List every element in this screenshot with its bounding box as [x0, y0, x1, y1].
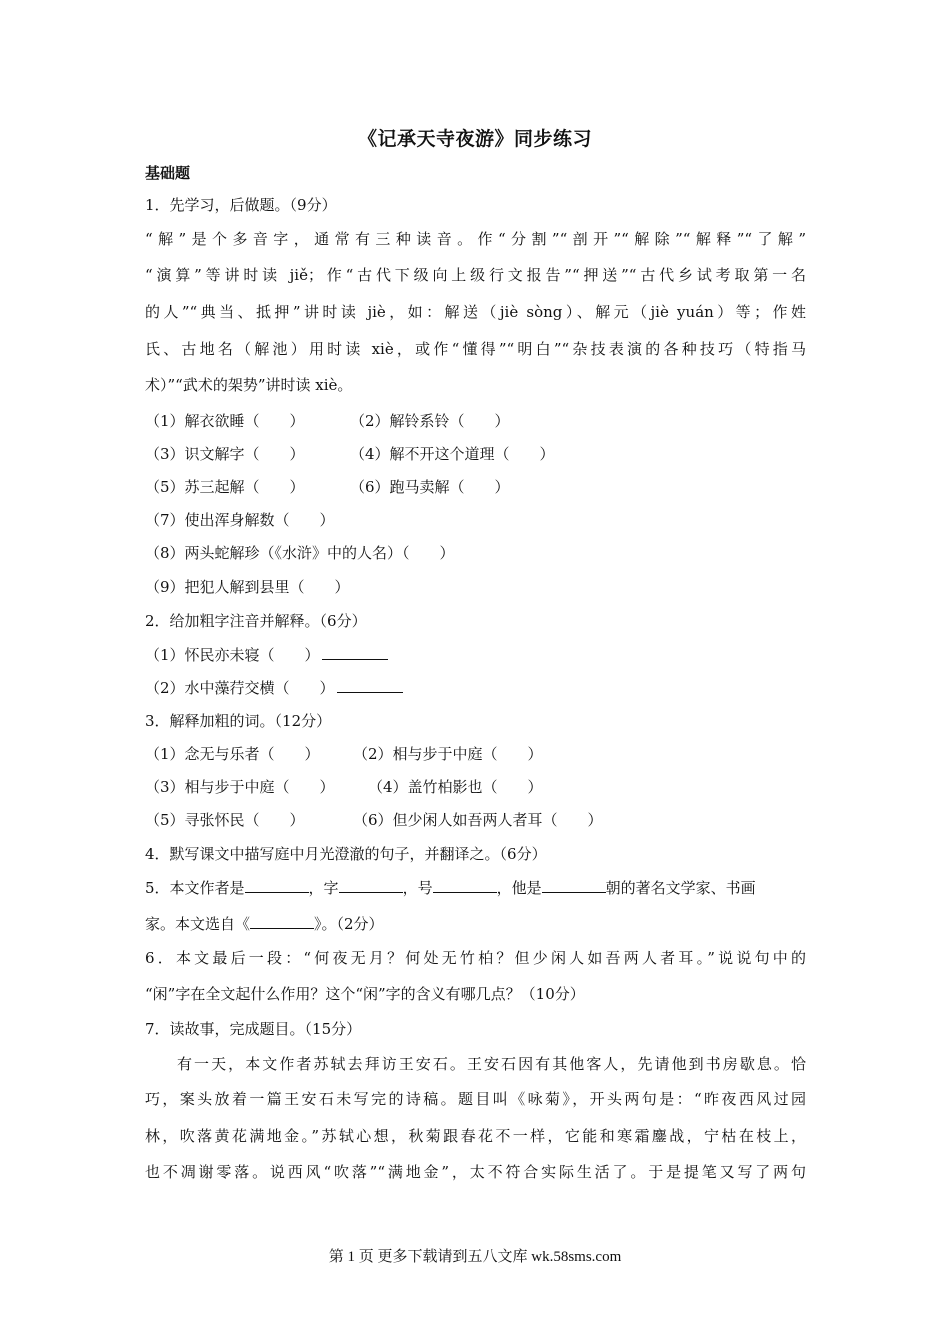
section-heading: 基础题	[145, 164, 191, 182]
q3-item-1: （1）念无与乐者（ ）	[145, 745, 320, 763]
dynasty-blank[interactable]	[542, 878, 606, 893]
q1-passage-line: “解”是个多音字，通常有三种读音。作“分割”“剖开”“解除”“解释”“了解”	[145, 230, 806, 248]
q2-item-1-text: （1）怀民亦未寝（ ）	[145, 646, 320, 664]
q5-text: 朝的著名文学家、书画	[605, 879, 756, 897]
pen-name-blank[interactable]	[433, 878, 497, 893]
q1-item-3: （3）识文解字（ ）	[145, 445, 305, 463]
q3-item-5: （5）寻张怀民（ ）	[145, 811, 305, 829]
answer-blank[interactable]	[337, 678, 403, 693]
answer-blank[interactable]	[322, 645, 388, 660]
q2-item-1	[145, 645, 388, 665]
question-2-stem: 2．给加粗字注音并解释。（6分）	[145, 612, 367, 630]
q3-item-2: （2）相与步于中庭（ ）	[353, 745, 543, 763]
q2-item-2	[145, 678, 403, 698]
q1-item-2: （2）解铃系铃（ ）	[350, 412, 510, 430]
question-5-line-2	[145, 914, 384, 934]
question-4-stem: 4．默写课文中描写庭中月光澄澈的句子，并翻译之。（6分）	[145, 845, 547, 863]
q1-item-8: （8）两头蛇解珍（《水浒》中的人名）（ ）	[145, 544, 455, 562]
q1-passage-line: 术）”“武术的架势”讲时读 xiè。	[145, 376, 353, 394]
q1-passage-line: 氏、古地名（解池）用时读 xiè，或作“懂得”“明白”“杂技表演的各种技巧（特指马	[145, 340, 806, 358]
page-footer: 第 1 页 更多下载请到五八文库 wk.58sms.com	[328, 1249, 622, 1265]
q1-item-9: （9）把犯人解到县里（ ）	[145, 578, 350, 596]
q1-passage-line: 的人”“典当、抵押”讲时读 jiè，如：解送（jiè sòng）、解元（jiè yuán）等；作姓	[145, 303, 806, 321]
courtesy-name-blank[interactable]	[339, 878, 403, 893]
q5-text: 》。（2分）	[314, 915, 384, 933]
q3-item-6: （6）但少闲人如吾两人者耳（ ）	[353, 811, 603, 829]
q1-item-7: （7）使出浑身解数（ ）	[145, 511, 335, 529]
q5-text: 5．本文作者是	[145, 879, 245, 897]
document-title: 《记承天寺夜游》同步练习	[357, 128, 592, 150]
q5-text: ，字	[308, 879, 339, 897]
question-6-line: 6．本文最后一段：“何夜无月？何处无竹柏？但少闲人如吾两人者耳。”说说句中的	[145, 949, 806, 967]
source-blank[interactable]	[250, 914, 314, 929]
q5-text: 家。本文选自《	[145, 915, 251, 933]
q7-story-line: 林，吹落黄花满地金。”苏轼心想，秋菊跟春花不一样，它能和寒霜鏖战，宁枯在枝上，	[145, 1127, 806, 1145]
question-7-stem: 7．读故事，完成题目。（15分）	[145, 1020, 362, 1038]
q5-text: ，号	[402, 879, 433, 897]
q7-story-line: 也不凋谢零落。说西风“吹落”“满地金”，太不符合实际生活了。于是提笔又写了两句	[145, 1163, 806, 1181]
question-5-line-1	[145, 878, 756, 898]
q7-story-line: 巧，案头放着一篇王安石未写完的诗稿。题目叫《咏菊》，开头两句是：“昨夜西风过园	[145, 1090, 806, 1108]
author-blank[interactable]	[245, 878, 309, 893]
q1-item-1: （1）解衣欲睡（ ）	[145, 412, 305, 430]
q1-item-4: （4）解不开这个道理（ ）	[350, 445, 555, 463]
question-6-line: “闲”字在全文起什么作用？这个“闲”字的含义有哪几点？（10分）	[145, 985, 585, 1003]
q1-passage-line: “演算”等讲时读 jiě；作“古代下级向上级行文报告”“押送”“古代乡试考取第一名	[145, 266, 806, 284]
q5-text: ，他是	[496, 879, 542, 897]
q2-item-2-text: （2）水中藻荇交横（ ）	[145, 679, 335, 697]
q1-item-6: （6）跑马卖解（ ）	[350, 478, 510, 496]
q1-item-5: （5）苏三起解（ ）	[145, 478, 305, 496]
q3-item-4: （4）盖竹柏影也（ ）	[368, 778, 543, 796]
q3-item-3: （3）相与步于中庭（ ）	[145, 778, 335, 796]
q7-story-line: 有一天，本文作者苏轼去拜访王安石。王安石因有其他客人，先请他到书房歇息。恰	[177, 1055, 806, 1073]
question-3-stem: 3．解释加粗的词。（12分）	[145, 712, 332, 730]
question-1-stem: 1．先学习，后做题。（9分）	[145, 196, 337, 214]
